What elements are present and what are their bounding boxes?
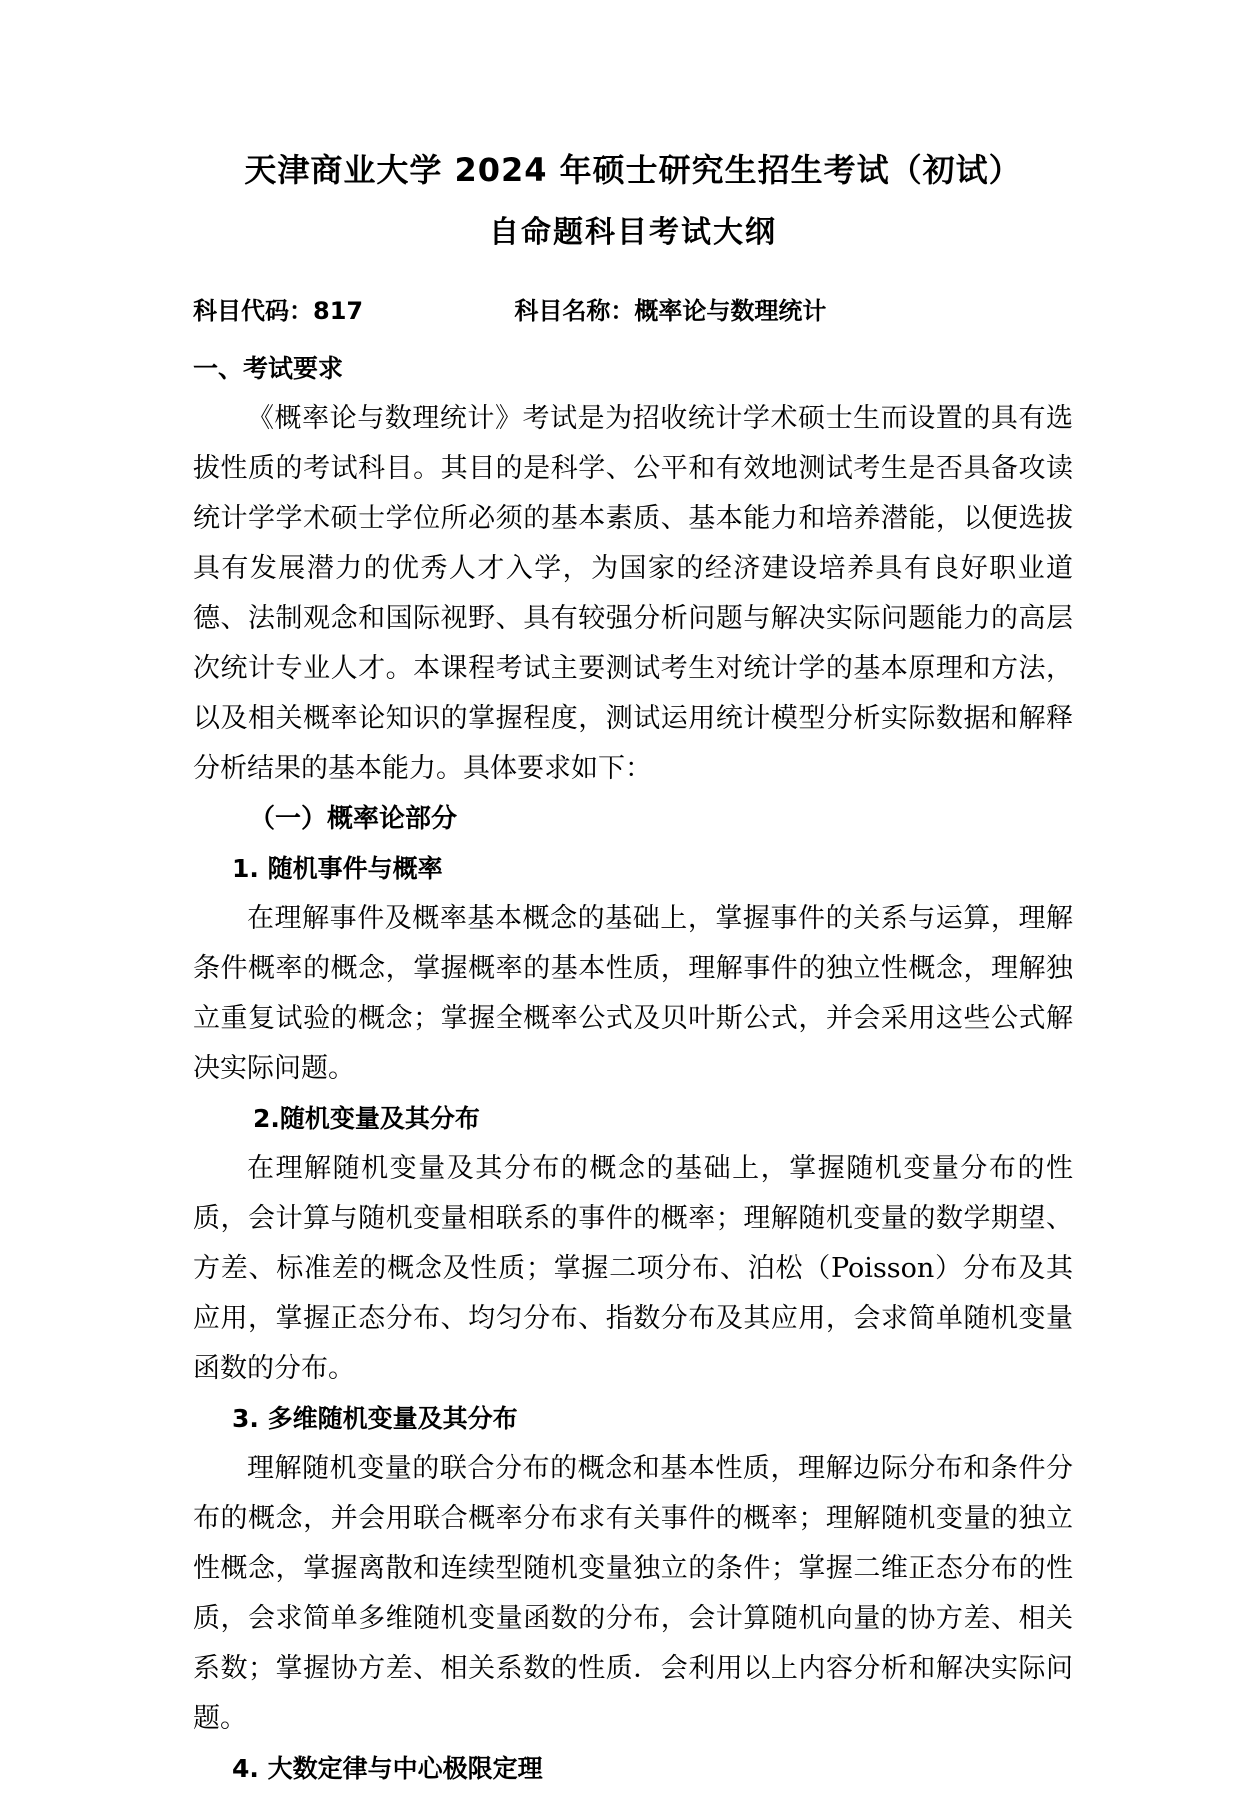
document-title: 天津商业大学 2024 年硕士研究生招生考试（初试）	[244, 151, 1022, 189]
subject-code-label: 科目代码：817	[193, 297, 364, 325]
topic-1-heading: 1. 随机事件与概率	[232, 854, 443, 883]
topic-2-random-variables	[193, 1094, 1073, 1394]
document-subtitle: 自命题科目考试大纲	[489, 215, 777, 250]
exam-requirements-heading: 一、考试要求	[193, 354, 344, 383]
topic-1-random-events	[193, 844, 1073, 1094]
subject-meta-row	[193, 296, 1073, 326]
exam-requirements-intro-paragraph: 《概率论与数理统计》考试是为招收统计学术硕士生而设置的具有选拔性质的考试科目。其目的是科学、公平和有效地测试考生是否具备攻读统计学学术硕士学位所必须的基本素质、基本能力和培养潜能，以便选拔具有发展潜力的优秀人才入学，为国家的经济建设培养具有良好职业道德、法制观念和国际视野、具有较强分析问题与解决实际问题能力的高层次统计专业人才。本课程考试主要测试考生对统计学的基本原理和方法，以及相关概率论知识的掌握程度，测试运用统计模型分析实际数据和解释分析结果的基本能力。具体要求如下：	[193, 403, 1073, 784]
topic-2-heading: 2.随机变量及其分布	[253, 1104, 480, 1133]
topic-3-body-paragraph: 理解随机变量的联合分布的概念和基本性质，理解边际分布和条件分布的概念，并会用联合概率分布求有关事件的概率；理解随机变量的独立性概念，掌握离散和连续型随机变量独立的条件；掌握二维正态分布的性质，会求简单多维随机变量函数的分布，会计算随机向量的协方差、相关系数；掌握协方差、相关系数的性质．会利用以上内容分析和解决实际问题。	[193, 1453, 1073, 1734]
topic-3-heading: 3. 多维随机变量及其分布	[232, 1404, 518, 1433]
topic-4-limit-theorems	[193, 1744, 1073, 1794]
topic-1-body-paragraph: 在理解事件及概率基本概念的基础上，掌握事件的关系与运算，理解条件概率的概念，掌握概率的基本性质，理解事件的独立性概念，理解独立重复试验的概念；掌握全概率公式及贝叶斯公式，并会采用这些公式解决实际问题。	[193, 903, 1073, 1084]
topic-3-multidim-random-variables	[193, 1394, 1073, 1744]
topic-4-heading: 4. 大数定律与中心极限定理	[232, 1754, 543, 1783]
subject-name-label: 科目名称：概率论与数理统计	[514, 297, 827, 325]
topic-2-body-paragraph: 在理解随机变量及其分布的概念的基础上，掌握随机变量分布的性质，会计算与随机变量相联系的事件的概率；理解随机变量的数学期望、方差、标准差的概念及性质；掌握二项分布、泊松（Poisson）分布及其应用，掌握正态分布、均匀分布、指数分布及其应用，会求简单随机变量函数的分布。	[193, 1153, 1073, 1384]
part1-probability-heading: （一）概率论部分	[249, 804, 458, 834]
